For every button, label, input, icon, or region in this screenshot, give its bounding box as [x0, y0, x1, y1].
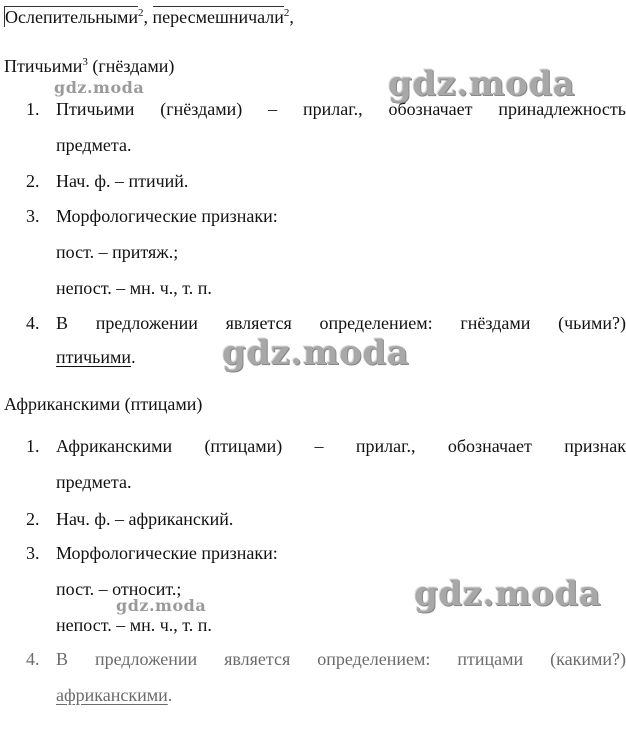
period: . [167, 685, 173, 705]
watermark-logo: gdz.moda [388, 64, 576, 104]
item-number: 2. [26, 171, 40, 191]
item-number: 3. [26, 206, 40, 226]
heading-word: Птичьими [4, 56, 83, 76]
sup-marker: 3 [82, 56, 88, 68]
watermark-logo: gdz.moda [222, 333, 410, 373]
sup-marker: 2 [283, 7, 290, 19]
top-line [4, 6, 294, 28]
item-text: В предложении является определением: птицами (какими?) [56, 649, 626, 669]
item-text: непост. – мн. ч., т. п. [56, 615, 212, 635]
item-number: 1. [26, 436, 40, 456]
item-text: Нач. ф. – африканский. [56, 509, 234, 529]
item-text: непост. – мн. ч., т. п. [56, 278, 212, 298]
item-text: В предложении является определением: гнёздами (чьими?) [56, 313, 626, 333]
item-text: Птичьими (гнёздами) – прилаг., обозначает принадлежность [56, 99, 626, 119]
item-text: пост. – притяж.; [56, 242, 179, 262]
word-oslepitelnymi: Ослепительными [5, 7, 139, 27]
item-text: Африканскими (птицами) – прилаг., обозначает признак [56, 436, 626, 456]
item-text: предмета. [56, 135, 132, 155]
heading-rest: (гнёздами) [87, 56, 175, 76]
section-heading: Африканскими (птицами) [4, 394, 203, 414]
item-number: 3. [26, 543, 40, 563]
item-text: Морфологические признаки: [56, 206, 278, 226]
section-heading [4, 55, 174, 77]
item-number: 1. [26, 99, 40, 119]
item-text [56, 684, 626, 706]
item-text: Морфологические признаки: [56, 543, 278, 563]
item-number: 2. [26, 509, 40, 529]
period: . [131, 347, 136, 367]
watermark-logo: gdz.moda [414, 574, 602, 614]
underlined-word: птичьими [56, 347, 132, 367]
trailing-comma: , [289, 7, 294, 27]
item-text: предмета. [56, 472, 132, 492]
underlined-word: африканскими [56, 685, 168, 705]
separator: , [143, 7, 153, 27]
sup-marker: 2 [138, 7, 144, 19]
item-number: 4. [26, 649, 40, 669]
item-text: пост. – относит.; [56, 579, 182, 599]
item-text: Нач. ф. – птичий. [56, 171, 189, 191]
watermark-logo: gdz.moda [116, 596, 207, 615]
word-peresmeshnichali: пересмешничали [152, 7, 284, 27]
item-number: 4. [26, 313, 40, 333]
watermark-logo: gdz.moda [54, 78, 145, 97]
